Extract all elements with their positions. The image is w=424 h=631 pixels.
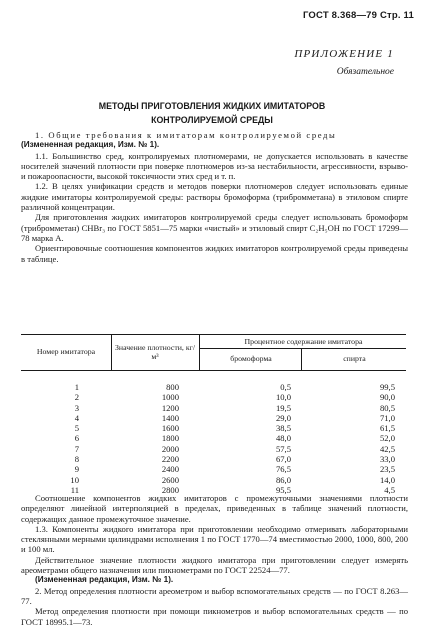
cell-alcohol: 90,0 bbox=[379, 392, 395, 403]
header-bromoform: бромоформа bbox=[230, 354, 272, 363]
cell-bromoform: 76,5 bbox=[275, 464, 291, 475]
cell-density: 1200 bbox=[161, 402, 179, 413]
paragraph-1-3b: Действительное значение плотности жидкого имитатора при приготовлении следует измерять ареометрами общего назначения или пикнометрами по ГОСТ 22524—77. bbox=[21, 554, 408, 576]
cell-bromoform: 29,0 bbox=[275, 412, 291, 423]
cell-density: 800 bbox=[166, 382, 179, 392]
cell-density: 2200 bbox=[161, 454, 179, 465]
document-title bbox=[0, 99, 424, 127]
cell-alcohol: 80,5 bbox=[379, 402, 395, 413]
table-divider bbox=[199, 334, 200, 370]
table-row bbox=[21, 413, 406, 423]
table-row bbox=[21, 423, 406, 433]
cell-bromoform: 19,5 bbox=[275, 402, 291, 413]
cell-density: 2400 bbox=[161, 464, 179, 475]
cell-density: 2600 bbox=[161, 474, 179, 485]
table-header-rule bbox=[21, 370, 406, 371]
cell-alcohol: 14,0 bbox=[379, 474, 395, 485]
amendment-note-2: (Измененная редакция, Изм. № 1). bbox=[35, 575, 174, 585]
cell-specimen-number: 1 bbox=[74, 382, 79, 392]
paragraph-1-2b: Для приготовления жидких имитаторов контролируемой среды следует использовать бромоформ (трибромметан) CHBr₃ по ГОСТ 5851—75 марки «чистый» и этиловый спирт C₂H₅OH по ГОСТ 17299—78 марка А. bbox=[21, 212, 408, 243]
table-row bbox=[21, 403, 406, 413]
appendix-status: Обязательное bbox=[336, 67, 394, 77]
table-top-rule bbox=[21, 334, 406, 335]
cell-alcohol: 23,5 bbox=[379, 464, 395, 475]
paragraph-2: 2. Метод определения плотности ареометром и выбор вспомогательных средств — по ГОСТ 8.263—77. bbox=[21, 585, 408, 606]
header-alcohol: спирта bbox=[343, 354, 366, 363]
cell-bromoform: 0,5 bbox=[280, 382, 291, 392]
cell-density: 1800 bbox=[161, 433, 179, 444]
table-row bbox=[21, 382, 406, 392]
paragraph-1-1: 1.1. Большинство сред, контролируемых плотномерами, не допускается использовать в качестве носителей значений плотности при поверке плотномеров из-за нестабильности, агрессивности, взрыво- и пожароопасности, высокой токсичности этих сред и т. п. bbox=[21, 150, 408, 182]
cell-specimen-number: 10 bbox=[70, 474, 79, 485]
cell-bromoform: 86,0 bbox=[275, 474, 291, 485]
cell-alcohol: 52,0 bbox=[379, 433, 395, 444]
cell-bromoform: 67,0 bbox=[275, 454, 291, 465]
cell-specimen-number: 11 bbox=[70, 484, 79, 495]
cell-specimen-number: 7 bbox=[74, 443, 79, 454]
table-divider bbox=[111, 334, 112, 370]
cell-bromoform: 95,5 bbox=[275, 484, 291, 495]
table-body bbox=[21, 382, 406, 495]
cell-specimen-number: 5 bbox=[74, 423, 79, 434]
cell-bromoform: 38,5 bbox=[275, 423, 291, 434]
header-density: Значение плотности, кг/м³ bbox=[115, 343, 195, 361]
paragraph-1-2c: Ориентировочные соотношения компонентов жидких имитаторов контролируемой среды приведены в таблице. bbox=[21, 243, 408, 264]
cell-density: 1600 bbox=[161, 423, 179, 434]
amendment-note: (Измененная редакция, Изм. № 1). bbox=[21, 140, 160, 150]
cell-bromoform: 57,5 bbox=[275, 443, 291, 454]
cell-alcohol: 71,0 bbox=[379, 412, 395, 423]
title-line-2: КОНТРОЛИРУЕМОЙ СРЕДЫ bbox=[151, 115, 273, 125]
cell-specimen-number: 4 bbox=[74, 412, 79, 423]
cell-bromoform: 10,0 bbox=[275, 392, 291, 403]
cell-density: 1400 bbox=[161, 412, 179, 423]
cell-specimen-number: 6 bbox=[74, 433, 79, 444]
cell-specimen-number: 3 bbox=[74, 402, 79, 413]
table-row bbox=[21, 464, 406, 474]
running-head: ГОСТ 8.368—79 Стр. 11 bbox=[302, 10, 414, 21]
cell-specimen-number: 8 bbox=[74, 454, 79, 465]
after-table-text bbox=[21, 493, 408, 627]
paragraph-1-3: 1.3. Компоненты жидкого имитатора при приготовлении необходимо отмеривать лабораторными стеклянными мерными цилиндрами исполнения 1 по ГОСТ 1770—74 вместимостью 2000, 1000, 800, 200 и 100 мл. bbox=[21, 523, 408, 555]
cell-specimen-number: 9 bbox=[74, 464, 79, 475]
cell-alcohol: 4,5 bbox=[384, 484, 395, 495]
title-line-1: МЕТОДЫ ПРИГОТОВЛЕНИЯ ЖИДКИХ ИМИТАТОРОВ bbox=[98, 101, 326, 111]
table-subheader-rule bbox=[199, 348, 406, 349]
cell-density: 1000 bbox=[161, 392, 179, 403]
header-specimen-number: Номер имитатора bbox=[36, 347, 96, 356]
cell-alcohol: 42,5 bbox=[379, 443, 395, 454]
cell-alcohol: 33,0 bbox=[379, 454, 395, 465]
table-row bbox=[21, 475, 406, 485]
table-row bbox=[21, 392, 406, 402]
section-1 bbox=[21, 130, 408, 264]
paragraph-3: Метод определения плотности при помощи пикнометров и выбор вспомогательных средств — по ГОСТ 18995.1—73. bbox=[21, 606, 408, 627]
cell-density: 2000 bbox=[161, 443, 179, 454]
cell-specimen-number: 2 bbox=[74, 392, 79, 403]
cell-bromoform: 48,0 bbox=[275, 433, 291, 444]
appendix-label: ПРИЛОЖЕНИЕ 1 bbox=[294, 48, 394, 60]
header-percent-group: Процентное содержание имитатора bbox=[244, 337, 363, 346]
cell-alcohol: 99,5 bbox=[379, 382, 395, 392]
table-divider bbox=[301, 348, 302, 370]
table-row bbox=[21, 433, 406, 443]
table-row bbox=[21, 454, 406, 464]
cell-density: 2800 bbox=[161, 484, 179, 495]
paragraph-1-2: 1.2. В целях унификации средств и методов поверки плотномеров следует использовать единые жидкие имитаторы контролируемой среды: растворы бромоформа (трибромметана) в этиловом спирте различной концентрации. bbox=[21, 181, 408, 213]
cell-alcohol: 61,5 bbox=[379, 423, 395, 434]
table-row bbox=[21, 444, 406, 454]
section-1-heading: 1. Общие требования к имитаторам контролируемой среды bbox=[35, 130, 337, 140]
paragraph-interpolation: Соотношение компонентов жидких имитаторов с промежуточными значениями плотности определяют линейной интерполяцией в пределах, приведенных в таблице значений плотности, содержащих данное промежуточное значение. bbox=[21, 493, 408, 524]
